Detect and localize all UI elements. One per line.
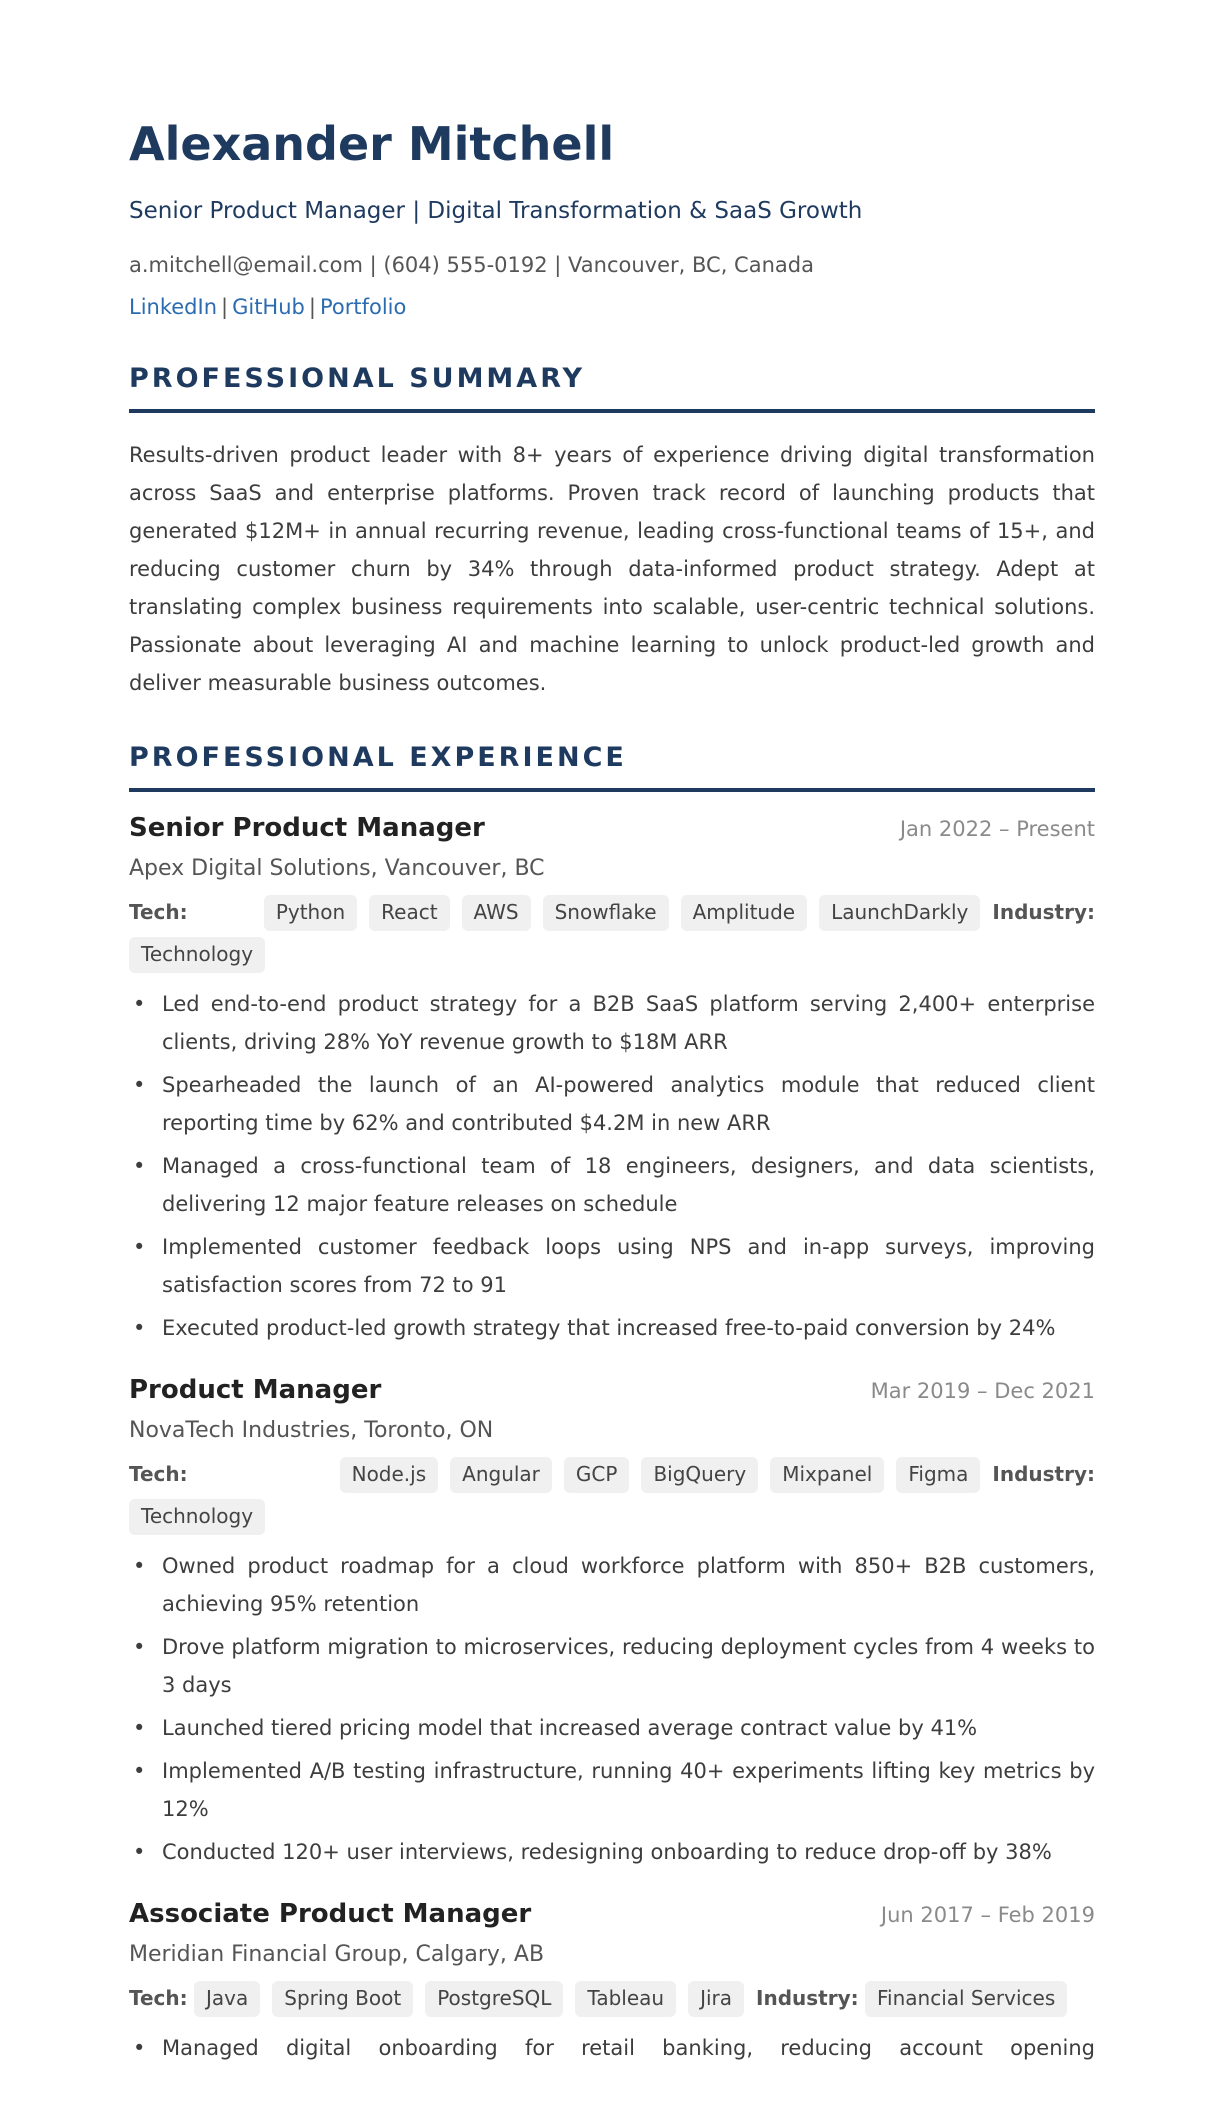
tech-tag-pill: Spring Boot [272, 1981, 413, 2017]
tech-tag-pill: Java [194, 1981, 260, 2017]
job-title: Senior Product Manager [129, 813, 485, 843]
github-link[interactable]: GitHub [232, 295, 305, 319]
link-separator: | [308, 295, 316, 319]
portfolio-link[interactable]: Portfolio [319, 295, 407, 319]
job-entry [129, 1897, 1095, 2067]
job-title: Product Manager [129, 1375, 382, 1405]
section-heading-summary: PROFESSIONAL SUMMARY [129, 361, 1095, 413]
bullet-item: • Led end-to-end product strategy for a B2B SaaS platform serving 2,400+ enterprise clients, driving 28% YoY revenue growth to $18M ARR [129, 985, 1095, 1061]
tech-tag-pill: React [369, 895, 449, 931]
tech-tag-pill: Jira [688, 1981, 744, 2017]
tech-tag-pill: Node.js [340, 1457, 439, 1493]
bullet-item: • Managed a cross-functional team of 18 engineers, designers, and data scientists, delivering 12 major feature releases on schedule [129, 1147, 1095, 1223]
link-separator: | [221, 295, 229, 319]
job-dates: Jan 2022 – Present [899, 817, 1095, 841]
job-header [129, 1897, 1095, 1932]
job-company: Meridian Financial Group, Calgary, AB [129, 1942, 545, 1967]
industry-tag-pill: Financial Services [865, 1981, 1067, 2017]
job-dates: Mar 2019 – Dec 2021 [870, 1379, 1095, 1403]
tech-tag-pill: PostgreSQL [425, 1981, 563, 2017]
tech-label: Tech: [129, 1462, 188, 1486]
bullet-item: • Drove platform migration to microservices, reducing deployment cycles from 4 weeks to 3 days [129, 1628, 1095, 1704]
industry-row [129, 937, 1095, 973]
tech-tag-pill: BigQuery [641, 1457, 758, 1493]
job-title: Associate Product Manager [129, 1899, 532, 1929]
linkedin-link[interactable]: LinkedIn [129, 295, 218, 319]
job-entry [129, 1373, 1095, 1871]
tech-tag-pill: GCP [564, 1457, 630, 1493]
section-heading-experience: PROFESSIONAL EXPERIENCE [129, 740, 1095, 792]
tech-tag-pill: AWS [462, 895, 531, 931]
industry-tag-pill: Technology [129, 937, 265, 973]
bullet-item: • Implemented customer feedback loops using NPS and in-app surveys, improving satisfaction scores from 72 to 91 [129, 1228, 1095, 1304]
bullet-item: • Launched tiered pricing model that increased average contract value by 41% [129, 1709, 1095, 1747]
tech-industry-row [129, 1457, 1095, 1493]
bullet-item: • Spearheaded the launch of an AI-powered analytics module that reduced client reporting time by 62% and contributed $4.2M in new ARR [129, 1066, 1095, 1142]
industry-label: Industry: [756, 1986, 859, 2010]
tech-tag-pill: Amplitude [681, 895, 808, 931]
tech-tag-pill: Snowflake [543, 895, 669, 931]
bullet-item: • Executed product-led growth strategy that increased free-to-paid conversion by 24% [129, 1309, 1095, 1347]
job-header [129, 811, 1095, 846]
tech-label: Tech: [129, 900, 188, 924]
job-bullet-list [129, 1547, 1095, 1871]
job-company: Apex Digital Solutions, Vancouver, BC [129, 856, 545, 881]
tech-tag-pill: Figma [896, 1457, 980, 1493]
job-header [129, 1373, 1095, 1408]
industry-label: Industry: [992, 900, 1095, 924]
headline: Senior Product Manager | Digital Transformation & SaaS Growth [129, 198, 863, 224]
job-bullet-list [129, 2029, 1095, 2067]
bullet-item: • Conducted 120+ user interviews, redesigning onboarding to reduce drop-off by 38% [129, 1833, 1095, 1871]
industry-tag-pill: Technology [129, 1499, 265, 1535]
job-dates: Jun 2017 – Feb 2019 [880, 1903, 1095, 1927]
industry-row [129, 1499, 1095, 1535]
tech-tag-pill: LaunchDarkly [819, 895, 980, 931]
industry-label: Industry: [992, 1462, 1095, 1486]
job-company: NovaTech Industries, Toronto, ON [129, 1418, 494, 1443]
bullet-item: • Implemented A/B testing infrastructure, running 40+ experiments lifting key metrics by 12% [129, 1752, 1095, 1828]
tech-label: Tech: [129, 1986, 188, 2010]
summary-paragraph: Results-driven product leader with 8+ years of experience driving digital transformation across SaaS and enterprise platforms. Proven track record of launching products that generated $12M+ in annual recurring revenue, leading cross-functional teams of 15+, and reducing customer churn by 34% through data-informed product strategy. Adept at translating complex business requirements into scalable, user-centric technical solutions. Passionate about leveraging AI and machine learning to unlock product-led growth and deliver measurable business outcomes. [129, 443, 1095, 695]
tech-tag-pill: Mixpanel [770, 1457, 884, 1493]
person-name: Alexander Mitchell [129, 117, 615, 171]
resume-header [129, 115, 1095, 323]
job-entry [129, 811, 1095, 1347]
bullet-item: • Managed digital onboarding for retail banking, reducing account opening [129, 2029, 1095, 2067]
tech-industry-row [129, 895, 1095, 931]
tech-tag-pill: Python [264, 895, 357, 931]
tech-tag-pill: Angular [450, 1457, 552, 1493]
bullet-item: • Owned product roadmap for a cloud workforce platform with 850+ B2B customers, achieving 95% retention [129, 1547, 1095, 1623]
links-line [129, 291, 1095, 323]
contact-line: a.mitchell@email.com | (604) 555-0192 | Vancouver, BC, Canada [129, 253, 814, 277]
job-bullet-list [129, 985, 1095, 1347]
tech-tag-pill: Tableau [575, 1981, 676, 2017]
tech-industry-row [129, 1981, 1095, 2017]
